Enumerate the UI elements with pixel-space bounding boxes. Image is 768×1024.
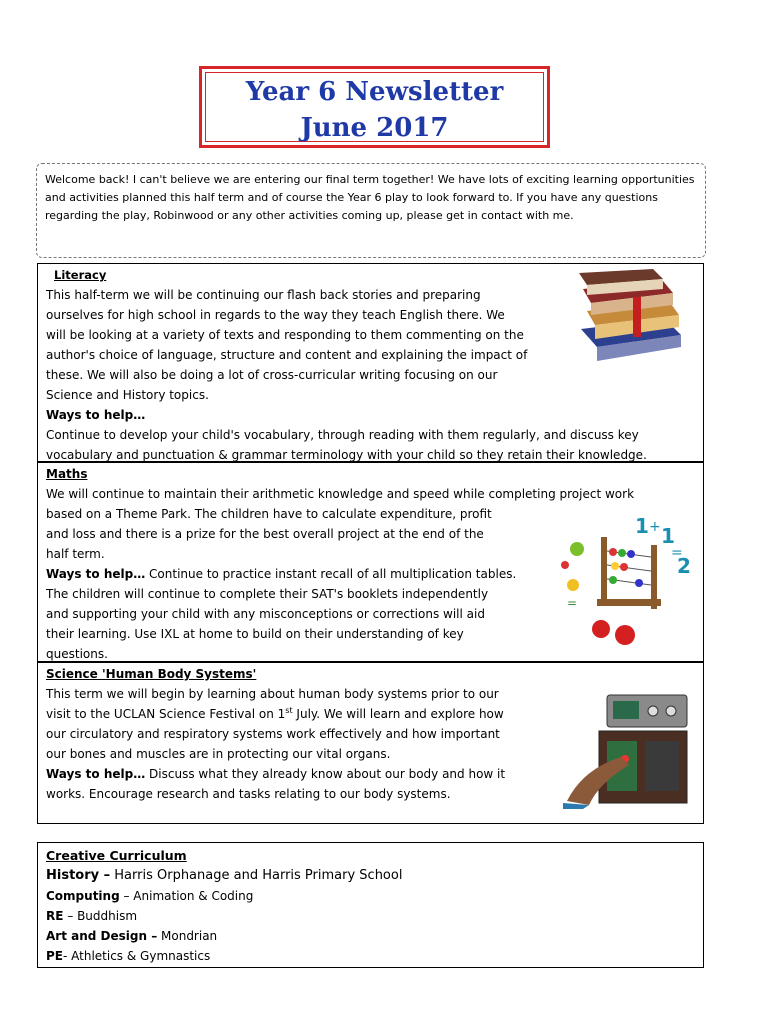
literacy-section	[37, 263, 704, 462]
abacus-icon	[553, 511, 698, 651]
subject-value: Mondrian	[157, 929, 218, 943]
date-suffix: st	[285, 706, 293, 715]
science-section	[37, 662, 704, 824]
literacy-help-label: Ways to help…	[46, 408, 146, 422]
subject-label: RE	[46, 909, 64, 923]
svg-text:=: =	[671, 545, 683, 561]
creative-curriculum-section	[37, 842, 704, 968]
creative-heading: Creative Curriculum	[46, 848, 187, 863]
science-heading: Science 'Human Body Systems'	[46, 667, 257, 681]
subject-label: History –	[46, 868, 111, 883]
maths-help-line: questions.	[46, 647, 108, 661]
literacy-line: This half-term we will be continuing our flash back stories and preparing	[46, 288, 481, 302]
literacy-heading: Literacy	[54, 268, 107, 282]
maths-line: We will continue to maintain their arithmetic knowledge and speed while completing project work	[46, 487, 635, 501]
subject-value: – Buddhism	[63, 909, 138, 923]
literacy-line: author's choice of language, structure and content and explaining the impact of	[46, 348, 528, 362]
maths-line: based on a Theme Park. The children have to calculate expenditure, profit	[46, 507, 492, 521]
newsletter-title-box	[199, 66, 550, 148]
subject-value: – Animation & Coding	[119, 889, 254, 903]
science-line: visit to the UCLAN Science Festival on 1	[46, 707, 286, 721]
books-icon	[573, 267, 693, 372]
svg-text:2: 2	[677, 554, 691, 578]
science-line: This term we will begin by learning about human body systems prior to our	[46, 687, 499, 701]
intro-box	[36, 163, 706, 258]
subject-value: Harris Orphanage and Harris Primary School	[110, 868, 403, 883]
subject-label: PE	[46, 949, 63, 963]
maths-help-text: Continue to practice instant recall of all multiplication tables.	[145, 567, 517, 581]
literacy-line: will be looking at a variety of texts and responding to them commenting on the	[46, 328, 524, 342]
svg-text:1: 1	[635, 514, 649, 538]
maths-help-line: The children will continue to complete their SAT's booklets independently	[46, 587, 489, 601]
literacy-line: ourselves for high school in regards to the way they teach English there. We	[46, 308, 505, 322]
science-help-label: Ways to help…	[46, 767, 146, 781]
svg-text:=: =	[567, 596, 578, 610]
subject-value: - Athletics & Gymnastics	[63, 949, 211, 963]
science-help-line: works. Encourage research and tasks relating to our body systems.	[46, 787, 451, 801]
maths-help-line: and supporting your child with any misconceptions or corrections will aid	[46, 607, 485, 621]
literacy-help-line: Continue to develop your child's vocabulary, through reading with them regularly, and discuss key	[46, 428, 639, 442]
science-line-rest: July. We will learn and explore how	[292, 707, 504, 721]
newsletter-date: June 2017	[300, 113, 449, 143]
science-machine-icon	[563, 691, 693, 809]
subject-label: Computing	[46, 889, 120, 903]
svg-text:+: +	[649, 519, 661, 535]
newsletter-title: Year 6 Newsletter	[245, 77, 504, 107]
subject-label: Art and Design –	[46, 929, 158, 943]
science-line: our circulatory and respiratory systems work effectively and how important	[46, 727, 500, 741]
literacy-line: Science and History topics.	[46, 388, 209, 402]
science-line: our bones and muscles are in protecting our vital organs.	[46, 747, 391, 761]
maths-line: half term.	[46, 547, 105, 561]
maths-section	[37, 462, 704, 662]
literacy-help-line: vocabulary and punctuation & grammar terminology with your child so they retain their knowledge.	[46, 448, 647, 462]
maths-line: and loss and there is a prize for the best overall project at the end of the	[46, 527, 484, 541]
svg-text:1: 1	[661, 524, 675, 548]
science-help-text: Discuss what they already know about our body and how it	[145, 767, 506, 781]
intro-text: Welcome back! I can't believe we are entering our final term together! We have lots of exciting learning opportunities and activities planned this half term and of course the Year 6 play to look forward to. If you have any questions regarding the play, Robinwood or any other activities coming up, please get in contact with me.	[45, 173, 695, 222]
literacy-line: these. We will also be doing a lot of cross-curricular writing focusing on our	[46, 368, 498, 382]
maths-help-label: Ways to help…	[46, 567, 146, 581]
maths-heading: Maths	[46, 467, 88, 481]
maths-help-line: their learning. Use IXL at home to build on their understanding of key	[46, 627, 464, 641]
